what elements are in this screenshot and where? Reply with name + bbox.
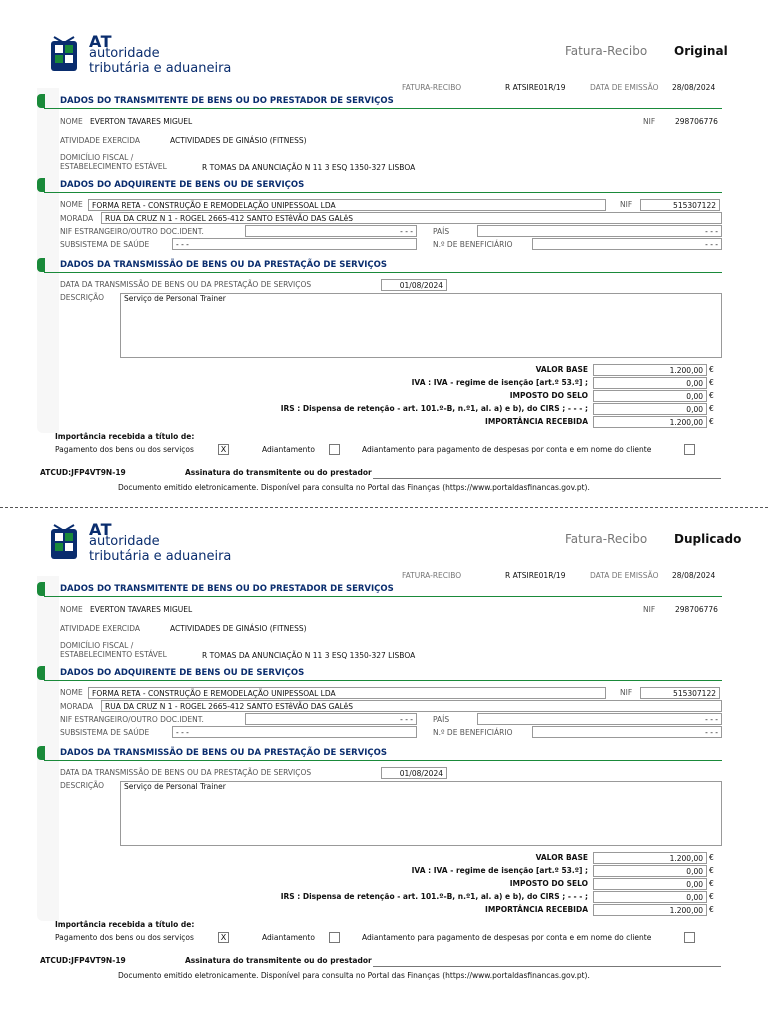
signature-line: [373, 966, 721, 967]
invoice-type-label: FATURA-RECIBO: [402, 571, 462, 580]
seller-nif-label: NIF: [643, 117, 656, 126]
total-value: 0,00: [593, 377, 707, 389]
payment-option-3-checkbox[interactable]: [684, 444, 695, 455]
total-value: 0,00: [593, 865, 707, 877]
buyer-name-label: NOME: [60, 200, 83, 209]
invoice-number: R ATSIRE01R/19: [505, 83, 566, 92]
seller-name-label: NOME: [60, 605, 83, 614]
total-label: IMPORTÂNCIA RECEBIDA: [485, 417, 588, 426]
atcud-code: ATCUD:JFP4VT9N-19: [40, 956, 126, 965]
total-label: IRS : Dispensa de retenção - art. 101.º-B, n.º1, al. a) e b), do CIRS ; - - - ;: [280, 892, 588, 901]
seller-name: EVERTON TAVARES MIGUEL: [90, 605, 193, 614]
currency-symbol: €: [709, 378, 714, 387]
atcud-code: ATCUD:JFP4VT9N-19: [40, 468, 126, 477]
currency-symbol: €: [709, 365, 714, 374]
seller-section-title: DADOS DO TRANSMITENTE DE BENS OU DO PRESTADOR DE SERVIÇOS: [60, 96, 394, 106]
buyer-name-field: FORMA RETA - CONSTRUÇÃO E REMODELAÇÃO UNIPESSOAL LDA: [88, 687, 606, 699]
buyer-address-field: RUA DA CRUZ N 1 - ROGEL 2665-412 SANTO ESTêVÃO DAS GALêS: [101, 700, 722, 712]
total-label: IMPOSTO DO SELO: [509, 879, 588, 888]
currency-symbol: €: [709, 404, 714, 413]
total-label: IVA : IVA - regime de isenção [art.º 53.º] ;: [411, 866, 588, 875]
payment-option-3-checkbox[interactable]: [684, 932, 695, 943]
seller-activity: ACTIVIDADES DE GINÁSIO (FITNESS): [170, 624, 307, 633]
currency-symbol: €: [709, 391, 714, 400]
total-value: 0,00: [593, 891, 707, 903]
document-type: Fatura-Recibo: [565, 44, 648, 58]
foreign-nif-label: NIF ESTRANGEIRO/OUTRO DOC.IDENT.: [60, 715, 204, 724]
seller-address-label-2: ESTABELECIMENTO ESTÁVEL: [60, 162, 167, 171]
seller-section-title: DADOS DO TRANSMITENTE DE BENS OU DO PRESTADOR DE SERVIÇOS: [60, 584, 394, 594]
section-marker: [37, 258, 45, 272]
buyer-nif-label: NIF: [620, 200, 633, 209]
at-logo-icon: [48, 523, 80, 563]
payment-option-2-label: Adiantamento: [262, 933, 315, 942]
section-divider: [44, 596, 722, 597]
beneficiary-field: - - -: [532, 726, 722, 738]
total-value: 1.200,00: [593, 416, 707, 428]
currency-symbol: €: [709, 853, 714, 862]
section-divider: [44, 760, 722, 761]
currency-symbol: €: [709, 417, 714, 426]
foreign-nif-field: - - -: [245, 713, 417, 725]
seller-address-label: DOMICÍLIO FISCAL /: [60, 153, 134, 162]
buyer-address-label: MORADA: [60, 702, 94, 711]
service-date-field: 01/08/2024: [381, 279, 447, 291]
seller-activity-label: ATIVIDADE EXERCIDA: [60, 136, 141, 145]
buyer-address-label: MORADA: [60, 214, 94, 223]
issue-date: 28/08/2024: [672, 571, 716, 580]
section-divider: [44, 192, 722, 193]
invoice-original: [0, 20, 768, 525]
description-field: Serviço de Personal Trainer: [120, 781, 722, 846]
foreign-nif-field: - - -: [245, 225, 417, 237]
total-label: VALOR BASE: [535, 853, 588, 862]
seller-address: R TOMAS DA ANUNCIAÇÃO N 11 3 ESQ 1350-327 LISBOA: [202, 651, 416, 660]
section-marker: [37, 178, 45, 192]
beneficiary-field: - - -: [532, 238, 722, 250]
payment-option-3-label: Adiantamento para pagamento de despesas por conta e em nome do cliente: [362, 445, 652, 454]
country-field: - - -: [477, 713, 722, 725]
country-field: - - -: [477, 225, 722, 237]
payment-title: Importância recebida a título de:: [55, 432, 195, 441]
total-value: 1.200,00: [593, 904, 707, 916]
electronic-note: Documento emitido eletronicamente. Disponível para consulta no Portal das Finanças (https://www.portaldasfinancas.gov.pt).: [118, 971, 590, 980]
total-value: 1.200,00: [593, 364, 707, 376]
invoice-duplicate: [0, 508, 768, 1013]
health-subsystem-label: SUBSISTEMA DE SAÚDE: [60, 240, 150, 249]
seller-address: R TOMAS DA ANUNCIAÇÃO N 11 3 ESQ 1350-327 LISBOA: [202, 163, 416, 172]
buyer-section-title: DADOS DO ADQUIRENTE DE BENS OU DE SERVIÇOS: [60, 180, 305, 190]
invoice-type-label: FATURA-RECIBO: [402, 83, 462, 92]
health-subsystem-field: - - -: [172, 726, 417, 738]
signature-label: Assinatura do transmitente ou do prestador: [185, 468, 372, 477]
section-marker: [37, 582, 45, 596]
foreign-nif-label: NIF ESTRANGEIRO/OUTRO DOC.IDENT.: [60, 227, 204, 236]
health-subsystem-label: SUBSISTEMA DE SAÚDE: [60, 728, 150, 737]
payment-title: Importância recebida a título de:: [55, 920, 195, 929]
payment-option-1-label: Pagamento dos bens ou dos serviços: [55, 445, 194, 454]
section-divider: [44, 272, 722, 273]
payment-option-2-label: Adiantamento: [262, 445, 315, 454]
service-section-title: DADOS DA TRANSMISSÃO DE BENS OU DA PRESTAÇÃO DE SERVIÇOS: [60, 748, 388, 758]
buyer-address-field: RUA DA CRUZ N 1 - ROGEL 2665-412 SANTO ESTêVÃO DAS GALêS: [101, 212, 722, 224]
description-field: Serviço de Personal Trainer: [120, 293, 722, 358]
total-value: 0,00: [593, 878, 707, 890]
section-marker: [37, 746, 45, 760]
invoice-number: R ATSIRE01R/19: [505, 571, 566, 580]
service-section-title: DADOS DA TRANSMISSÃO DE BENS OU DA PRESTAÇÃO DE SERVIÇOS: [60, 260, 388, 270]
seller-address-label: DOMICÍLIO FISCAL /: [60, 641, 134, 650]
buyer-name-field: FORMA RETA - CONSTRUÇÃO E REMODELAÇÃO UNIPESSOAL LDA: [88, 199, 606, 211]
copy-label: Original: [674, 44, 728, 58]
seller-nif-label: NIF: [643, 605, 656, 614]
country-label: PAÍS: [433, 227, 450, 236]
at-logo-icon: [48, 35, 80, 75]
health-subsystem-field: - - -: [172, 238, 417, 250]
payment-option-3-label: Adiantamento para pagamento de despesas por conta e em nome do cliente: [362, 933, 652, 942]
description-label: DESCRIÇÃO: [60, 293, 105, 302]
seller-name: EVERTON TAVARES MIGUEL: [90, 117, 193, 126]
total-label: IVA : IVA - regime de isenção [art.º 53.º] ;: [411, 378, 588, 387]
currency-symbol: €: [709, 866, 714, 875]
payment-option-1-checkbox[interactable]: X: [218, 932, 229, 943]
currency-symbol: €: [709, 892, 714, 901]
total-value: 0,00: [593, 403, 707, 415]
country-label: PAÍS: [433, 715, 450, 724]
seller-address-label-2: ESTABELECIMENTO ESTÁVEL: [60, 650, 167, 659]
buyer-nif-label: NIF: [620, 688, 633, 697]
total-value: 1.200,00: [593, 852, 707, 864]
issue-date-label: DATA DE EMISSÃO: [590, 571, 659, 580]
section-divider: [44, 108, 722, 109]
seller-nif: 298706776: [675, 605, 718, 614]
total-label: VALOR BASE: [535, 365, 588, 374]
issue-date: 28/08/2024: [672, 83, 716, 92]
section-divider: [44, 680, 722, 681]
service-date-field: 01/08/2024: [381, 767, 447, 779]
payment-option-1-checkbox[interactable]: X: [218, 444, 229, 455]
seller-name-label: NOME: [60, 117, 83, 126]
buyer-name-label: NOME: [60, 688, 83, 697]
signature-label: Assinatura do transmitente ou do prestador: [185, 956, 372, 965]
currency-symbol: €: [709, 905, 714, 914]
buyer-nif-field: 515307122: [640, 687, 720, 699]
currency-symbol: €: [709, 879, 714, 888]
document-type: Fatura-Recibo: [565, 532, 648, 546]
buyer-section-title: DADOS DO ADQUIRENTE DE BENS OU DE SERVIÇOS: [60, 668, 305, 678]
logo-at-text: AT: [89, 32, 113, 51]
payment-option-2-checkbox[interactable]: [329, 932, 340, 943]
logo-line-3: tributária e aduaneira: [89, 61, 232, 76]
service-date-label: DATA DA TRANSMISSÃO DE BENS OU DA PRESTAÇÃO DE SERVIÇOS: [60, 280, 312, 289]
total-label: IMPOSTO DO SELO: [509, 391, 588, 400]
beneficiary-label: N.º DE BENEFICIÁRIO: [433, 240, 513, 249]
issue-date-label: DATA DE EMISSÃO: [590, 83, 659, 92]
total-value: 0,00: [593, 390, 707, 402]
copy-label: Duplicado: [674, 532, 742, 546]
seller-activity: ACTIVIDADES DE GINÁSIO (FITNESS): [170, 136, 307, 145]
section-marker: [37, 666, 45, 680]
logo-at-text: AT: [89, 520, 113, 539]
description-label: DESCRIÇÃO: [60, 781, 105, 790]
seller-nif: 298706776: [675, 117, 718, 126]
payment-option-1-label: Pagamento dos bens ou dos serviços: [55, 933, 194, 942]
logo-line-2: autoridade: [89, 534, 160, 549]
total-label: IMPORTÂNCIA RECEBIDA: [485, 905, 588, 914]
electronic-note: Documento emitido eletronicamente. Disponível para consulta no Portal das Finanças (https://www.portaldasfinancas.gov.pt).: [118, 483, 590, 492]
payment-option-2-checkbox[interactable]: [329, 444, 340, 455]
section-marker: [37, 94, 45, 108]
signature-line: [373, 478, 721, 479]
total-label: IRS : Dispensa de retenção - art. 101.º-B, n.º1, al. a) e b), do CIRS ; - - - ;: [280, 404, 588, 413]
service-date-label: DATA DA TRANSMISSÃO DE BENS OU DA PRESTAÇÃO DE SERVIÇOS: [60, 768, 312, 777]
buyer-nif-field: 515307122: [640, 199, 720, 211]
logo-line-2: autoridade: [89, 46, 160, 61]
logo-line-3: tributária e aduaneira: [89, 549, 232, 564]
beneficiary-label: N.º DE BENEFICIÁRIO: [433, 728, 513, 737]
seller-activity-label: ATIVIDADE EXERCIDA: [60, 624, 141, 633]
